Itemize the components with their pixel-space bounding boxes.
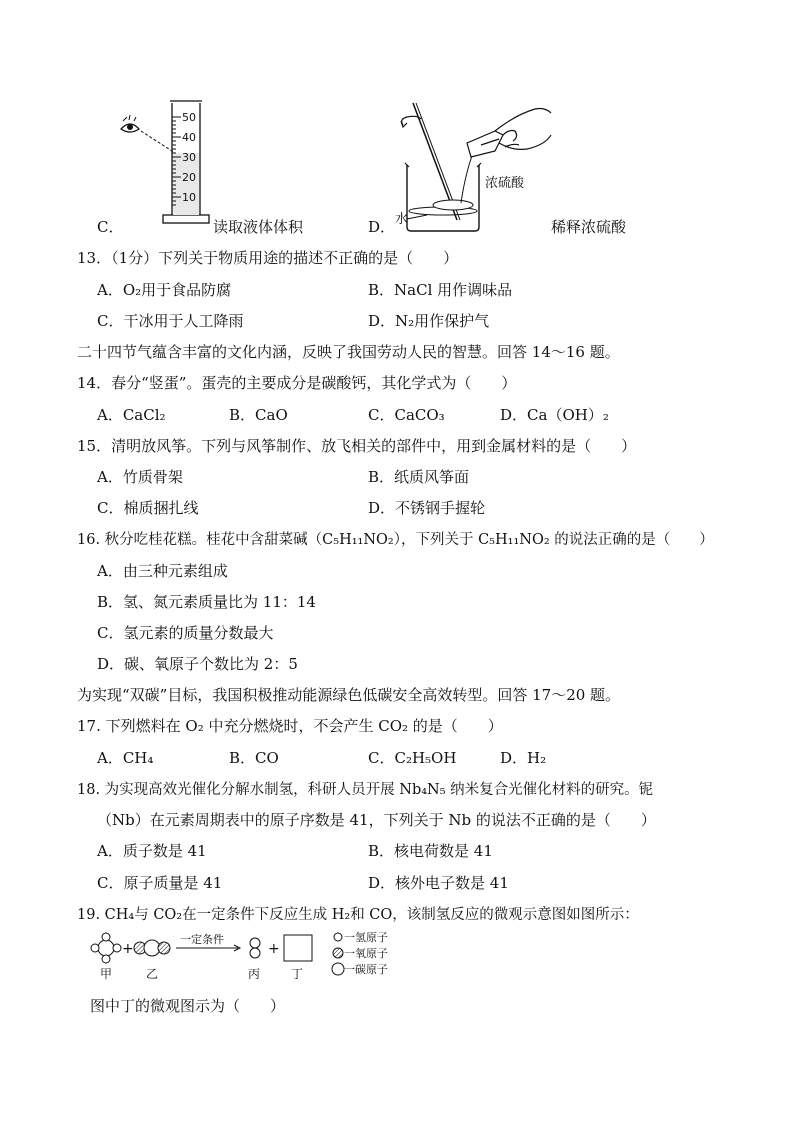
q17-option-b: B．CO xyxy=(229,749,279,767)
q13-option-c: C．干冰用于人工降雨 xyxy=(97,312,244,330)
section-intro-14-16: 二十四节气蕴含丰富的文化内涵，反映了我国劳动人民的智慧。回答 14～16 题。 xyxy=(77,343,620,361)
svg-text:+: + xyxy=(268,941,280,957)
dilute-acid-figure xyxy=(395,95,555,235)
q16-option-b: B．氢、氮元素质量比为 11：14 xyxy=(97,593,316,611)
legend-c-icon xyxy=(332,963,344,975)
question-14-stem: 14．春分“竖蛋”。蛋壳的主要成分是碳酸钙，其化学式为（ ） xyxy=(77,374,517,392)
question-18-stem-line1: 18. 为实现高效光催化分解水制氢，科研人员开展 Nb₄N₅ 纳米复合光催化材料的研究。铌 xyxy=(77,782,654,798)
legend-c-label: 一碳原子 xyxy=(344,963,388,976)
question-15-stem: 15．清明放风筝。下列与风筝制作、放飞相关的部件中，用到金属材料的是（ ） xyxy=(77,437,637,455)
q18-option-b: B．核电荷数是 41 xyxy=(368,842,493,860)
q18-option-a: A．质子数是 41 xyxy=(97,842,207,860)
legend-o-icon xyxy=(333,948,343,958)
q16-option-a: A．由三种元素组成 xyxy=(97,562,228,580)
question-19-stem: 19. CH₄与 CO₂在一定条件下反应生成 H₂和 CO，该制氢反应的微观示意图如图所示： xyxy=(77,907,639,923)
reaction-microscopic-diagram xyxy=(88,928,418,984)
q14-option-b: B．CaO xyxy=(229,406,288,424)
eye-icon xyxy=(121,115,139,132)
option-c-caption: 读取液体体积 xyxy=(213,218,304,236)
question-17-stem: 17. 下列燃料在 O₂ 中充分燃烧时，不会产生 CO₂ 的是（ ） xyxy=(77,717,503,735)
section-intro-17-20: 为实现“双碳”目标，我国积极推动能源绿色低碳安全高效转型。回答 17～20 题。 xyxy=(77,686,621,704)
label-bing: 丙 xyxy=(248,967,261,981)
label-ding: 丁 xyxy=(291,967,304,981)
q13-option-a: A．O₂用于食品防腐 xyxy=(97,281,232,299)
option-d-letter: D． xyxy=(368,218,396,236)
legend-h-icon xyxy=(334,933,342,941)
q14-option-c: C．CaCO₃ xyxy=(368,406,445,424)
cylinder-tick-label: 40 xyxy=(182,131,196,144)
option-c-letter: C． xyxy=(97,218,124,236)
cylinder-tick-label: 10 xyxy=(182,191,196,204)
unknown-product-box xyxy=(284,935,312,961)
reaction-condition: 一定条件 xyxy=(180,933,224,946)
q18-option-d: D．核外电子数是 41 xyxy=(368,874,509,892)
q13-option-b: B．NaCl 用作调味品 xyxy=(368,281,513,299)
q17-option-a: A．CH₄ xyxy=(97,749,154,767)
q15-option-a: A．竹质骨架 xyxy=(97,468,183,486)
cylinder-tick-label: 20 xyxy=(182,171,196,184)
option-d-caption: 稀释浓硫酸 xyxy=(551,218,627,236)
cylinder-tick-label: 30 xyxy=(182,151,196,164)
q14-option-d: D．Ca（OH）₂ xyxy=(500,406,609,424)
co2-molecule-icon xyxy=(134,940,170,956)
cylinder-tick-label: 50 xyxy=(182,111,196,124)
q17-option-c: C．C₂H₅OH xyxy=(368,749,457,767)
water-label: 水 xyxy=(395,212,409,227)
legend-h-label: 一氢原子 xyxy=(344,931,388,944)
q15-option-b: B．纸质风筝面 xyxy=(368,468,470,486)
q16-option-c: C．氢元素的质量分数最大 xyxy=(97,624,274,642)
h2-molecule-icon xyxy=(250,938,260,958)
question-13-stem: 13．（1分）下列关于物质用途的描述不正确的是（ ） xyxy=(77,249,459,267)
hand-bottle-icon xyxy=(467,109,551,158)
label-jia: 甲 xyxy=(100,967,113,981)
question-16-stem: 16. 秋分吃桂花糕。桂花中含甜菜碱（C₅H₁₁NO₂），下列关于 C₅H₁₁NO₂ 的说法正确的是（ ） xyxy=(77,532,714,548)
label-yi: 乙 xyxy=(146,967,159,981)
q17-option-d: D．H₂ xyxy=(500,749,547,767)
q13-option-d: D．N₂用作保护气 xyxy=(368,312,490,330)
ch4-molecule-icon xyxy=(91,933,121,963)
acid-label: 浓硫酸 xyxy=(485,176,525,191)
q15-option-d: D．不锈钢手握轮 xyxy=(368,499,486,517)
question-19-followup: 图中丁的微观图示为（ ） xyxy=(90,997,286,1015)
legend-o-label: 一氧原子 xyxy=(344,947,388,960)
svg-text:+: + xyxy=(122,941,134,957)
q18-option-c: C．原子质量是 41 xyxy=(97,874,223,892)
question-18-stem-line2: （Nb）在元素周期表中的原子序数是 41，下列关于 Nb 的说法不正确的是（ ） xyxy=(97,811,656,829)
graduated-cylinder-figure xyxy=(115,95,225,230)
q14-option-a: A．CaCl₂ xyxy=(97,406,166,424)
q16-option-d: D．碳、氧原子个数比为 2：5 xyxy=(97,655,298,673)
q15-option-c: C．棉质捆扎线 xyxy=(97,499,199,517)
